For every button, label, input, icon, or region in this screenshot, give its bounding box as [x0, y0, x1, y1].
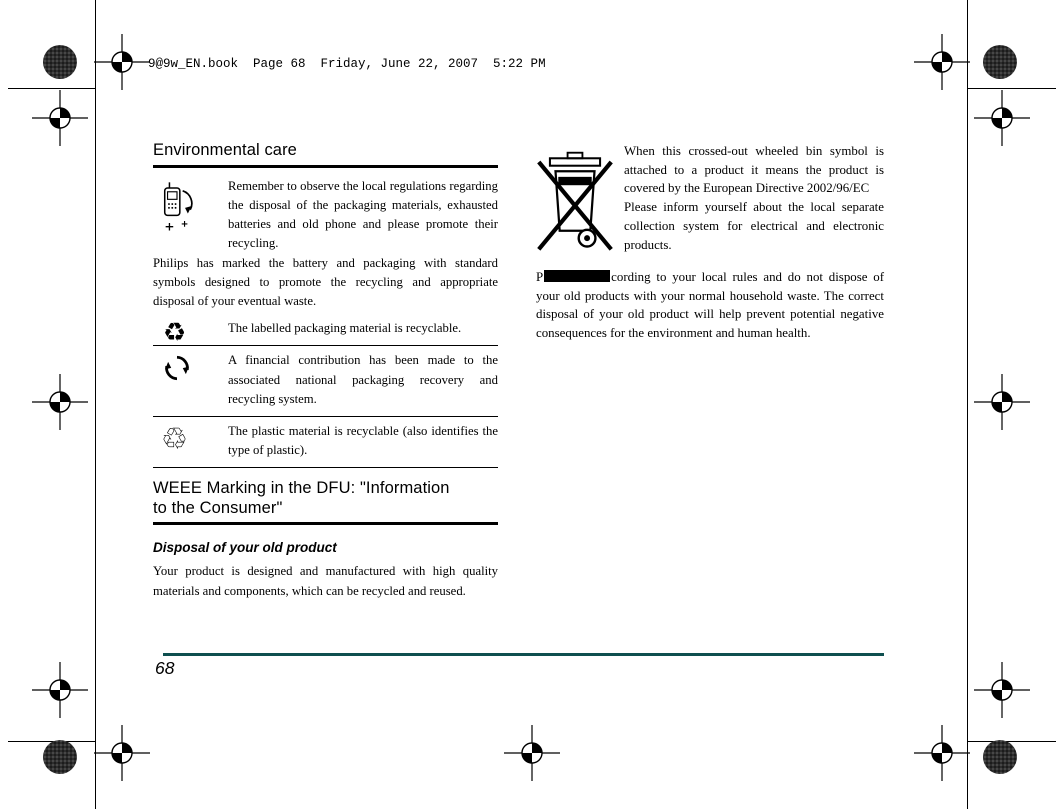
symbol-table [153, 314, 498, 468]
symbol-row [153, 417, 498, 468]
left-column [153, 141, 498, 601]
symbol-text: A financial contribution has been made to the associated national packaging recovery and recycling system. [228, 353, 498, 406]
recyclable-packaging-icon: ♻ [163, 318, 187, 349]
halftone-dot [43, 740, 77, 774]
symbol-row [153, 314, 498, 349]
heading-rule [153, 165, 498, 168]
registration-mark [914, 34, 970, 90]
registration-mark [94, 725, 150, 781]
redaction-box [544, 270, 610, 282]
section-title-weee: WEEE Marking in the DFU: "Information to the Consumer" [153, 479, 450, 517]
registration-mark [504, 725, 560, 781]
symbol-row [153, 346, 498, 417]
crossed-out-wheeled-bin-icon [536, 142, 624, 268]
registration-mark [974, 90, 1030, 146]
symbol-text: The labelled packaging material is recyclable. [228, 321, 462, 336]
local-rules-paragraph [536, 268, 884, 343]
section-title-environmental-care: Environmental care [153, 141, 297, 159]
page-header-line: 9@9w_EN.book Page 68 Friday, June 22, 2007 5:22 PM [148, 57, 546, 71]
intro-paragraph [153, 177, 498, 254]
right-column [536, 142, 884, 343]
intro-text: Remember to observe the local regulations regarding the disposal of the packaging materials, exhausted batteries and old phone and please promote their recycling. [228, 178, 498, 251]
footer-rule [163, 653, 884, 656]
halftone-dot [983, 45, 1017, 79]
registration-mark [914, 725, 970, 781]
heading-rule [153, 522, 498, 525]
disposal-paragraph: Your product is designed and manufactured with high quality materials and components, which can be recycled and reused. [153, 564, 498, 598]
rules-suffix: cording to your local rules and do not dispose of your old products with your normal household waste. The correct disposal of your old product will help prevent potential negative consequences for the environment and human health. [536, 270, 884, 341]
registration-mark [32, 90, 88, 146]
page-number: 68 [155, 658, 175, 678]
weee-symbol-paragraph: When this crossed-out wheeled bin symbol is attached to a product it means the product is covered by the European Directive 2002/96/EC [624, 144, 884, 196]
disposal-subtitle: Disposal of your old product [153, 540, 337, 556]
philips-symbols-paragraph: Philips has marked the battery and packaging with standard symbols designed to promote the recycling and appropriate disposal of your eventual waste. [153, 255, 498, 308]
registration-mark [32, 374, 88, 430]
halftone-dot [983, 740, 1017, 774]
registration-mark [974, 374, 1030, 430]
inform-paragraph: Please inform yourself about the local separate collection system for electrical and electronic products. [624, 200, 884, 252]
plastic-recycling-icon: ♲ [161, 421, 188, 457]
registration-mark [94, 34, 150, 90]
rules-prefix: P [536, 270, 544, 284]
green-dot-icon [163, 354, 191, 387]
phone-recycling-icon [153, 177, 228, 254]
halftone-dot [43, 45, 77, 79]
registration-mark [974, 662, 1030, 718]
symbol-text: The plastic material is recyclable (also identifies the type of plastic). [228, 423, 498, 458]
registration-mark [32, 662, 88, 718]
